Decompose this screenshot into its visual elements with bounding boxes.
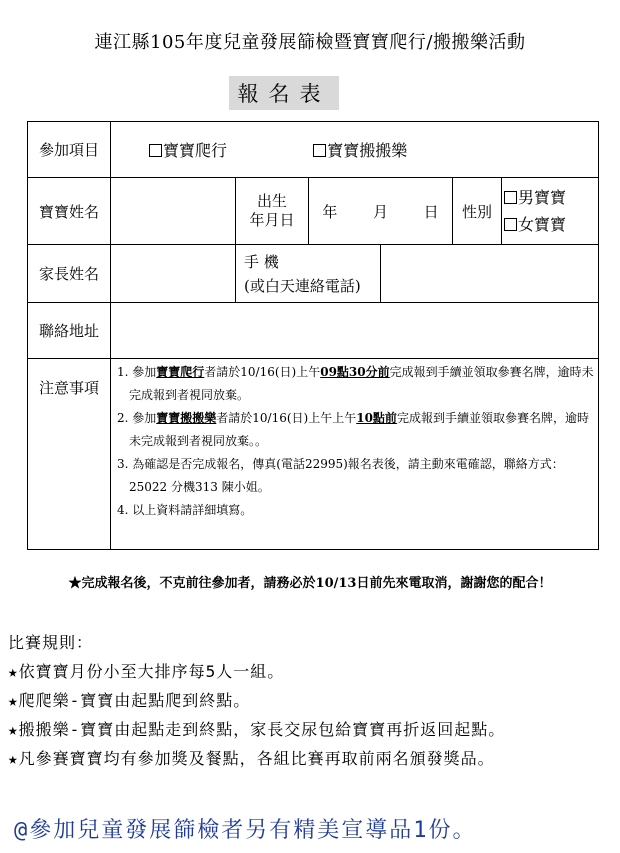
cancellation-notice: ★完成報名後，不克前往參加者，請務必於10/13日前先來電取消，謝謝您的配合！ (68, 576, 552, 591)
parent-name-label: 家長姓名 (28, 245, 111, 303)
rule-item: ★爬爬樂-寶寶由起點爬到終點。 (8, 691, 251, 710)
notes-label: 注意事項 (28, 359, 111, 550)
participation-item-label: 參加項目 (28, 122, 111, 178)
day-label: 日 (423, 202, 439, 221)
address-field[interactable] (111, 303, 599, 359)
phone-field[interactable] (381, 245, 599, 303)
gender-label: 性別 (453, 178, 502, 245)
rule-item: ★凡參賽寶寶均有參加獎及餐點，各組比賽再取前兩名頒發獎品。 (8, 749, 495, 768)
notes-list (117, 361, 594, 522)
note-emphasis: 09點30分前 (320, 365, 390, 379)
note-item (117, 407, 594, 453)
note-text: 3. 為確認是否完成報名，傳真(電話22995)報名表後，請主動來電確認，聯絡方式：25022 分機313 陳小姐。 (117, 457, 564, 494)
note-item (117, 499, 594, 522)
address-label: 聯絡地址 (28, 303, 111, 359)
bonus-gift-notice: @參加兒童發展篩檢者另有精美宣導品1份。 (14, 813, 477, 844)
note-text: 者請於10/16(日)上午上午 (216, 411, 357, 425)
birth-label-line1: 出生 (256, 192, 287, 210)
gender-girl-option[interactable] (504, 211, 598, 238)
form-subtitle: 報名表 (229, 76, 339, 110)
note-emphasis: 寶寶爬行 (156, 365, 205, 379)
rules-heading: 比賽規則： (8, 633, 94, 652)
baby-name-field[interactable] (111, 178, 236, 245)
crawl-checkbox[interactable] (149, 144, 162, 157)
birth-date-label (236, 178, 309, 245)
gender-options (502, 178, 599, 245)
note-emphasis: 寶寶搬搬樂 (156, 411, 217, 425)
competition-rules (8, 628, 608, 773)
note-text: 完成報到手續並領取參賽名牌，逾時未完成報到者視同放棄。。 (129, 411, 589, 448)
note-text: 完成報到手續並領取參賽名牌，逾時未完成報到者視同放棄。 (129, 365, 594, 402)
note-emphasis: 10點前 (356, 411, 397, 425)
girl-checkbox[interactable] (504, 218, 517, 231)
row-participation-item (28, 122, 599, 178)
row-baby (28, 178, 599, 245)
phone-label-line2: (或白天連絡電話) (244, 276, 361, 295)
baby-name-label: 寶寶姓名 (28, 178, 111, 245)
phone-label (236, 245, 381, 303)
note-text: 1. 參加 (117, 365, 157, 379)
rule-item: ★依寶寶月份小至大排序每5人一組。 (8, 662, 285, 681)
note-text: 2. 參加 (117, 411, 157, 425)
note-item (117, 361, 594, 407)
document-title: 連江縣105年度兒童發展篩檢暨寶寶爬行/搬搬樂活動 (94, 32, 526, 53)
option-crawl-label: 寶寶爬行 (163, 141, 228, 160)
option-crawl[interactable] (149, 141, 232, 160)
registration-form-table (27, 121, 599, 550)
rule-item: ★搬搬樂-寶寶由起點走到終點，家長交尿包給寶寶再折返回起點。 (8, 720, 506, 739)
birth-date-field[interactable] (309, 178, 453, 245)
gender-boy-label: 男寶寶 (518, 188, 567, 207)
gender-girl-label: 女寶寶 (518, 215, 567, 234)
boy-checkbox[interactable] (504, 191, 517, 204)
note-item (117, 453, 594, 499)
row-address (28, 303, 599, 359)
row-parent (28, 245, 599, 303)
parent-name-field[interactable] (111, 245, 236, 303)
note-text: 4. 以上資料請詳細填寫。 (117, 503, 253, 517)
notes-content (111, 359, 599, 550)
year-label: 年 (322, 202, 338, 221)
phone-label-line1: 手 機 (244, 252, 279, 271)
birth-label-line2: 年月日 (249, 211, 295, 229)
option-carry[interactable] (313, 141, 407, 160)
option-carry-label: 寶寶搬搬樂 (327, 141, 408, 160)
row-notes (28, 359, 599, 550)
note-text: 者請於10/16(日)上午 (204, 365, 321, 379)
gender-boy-option[interactable] (504, 184, 598, 211)
month-label: 月 (372, 202, 388, 221)
carry-checkbox[interactable] (313, 144, 326, 157)
